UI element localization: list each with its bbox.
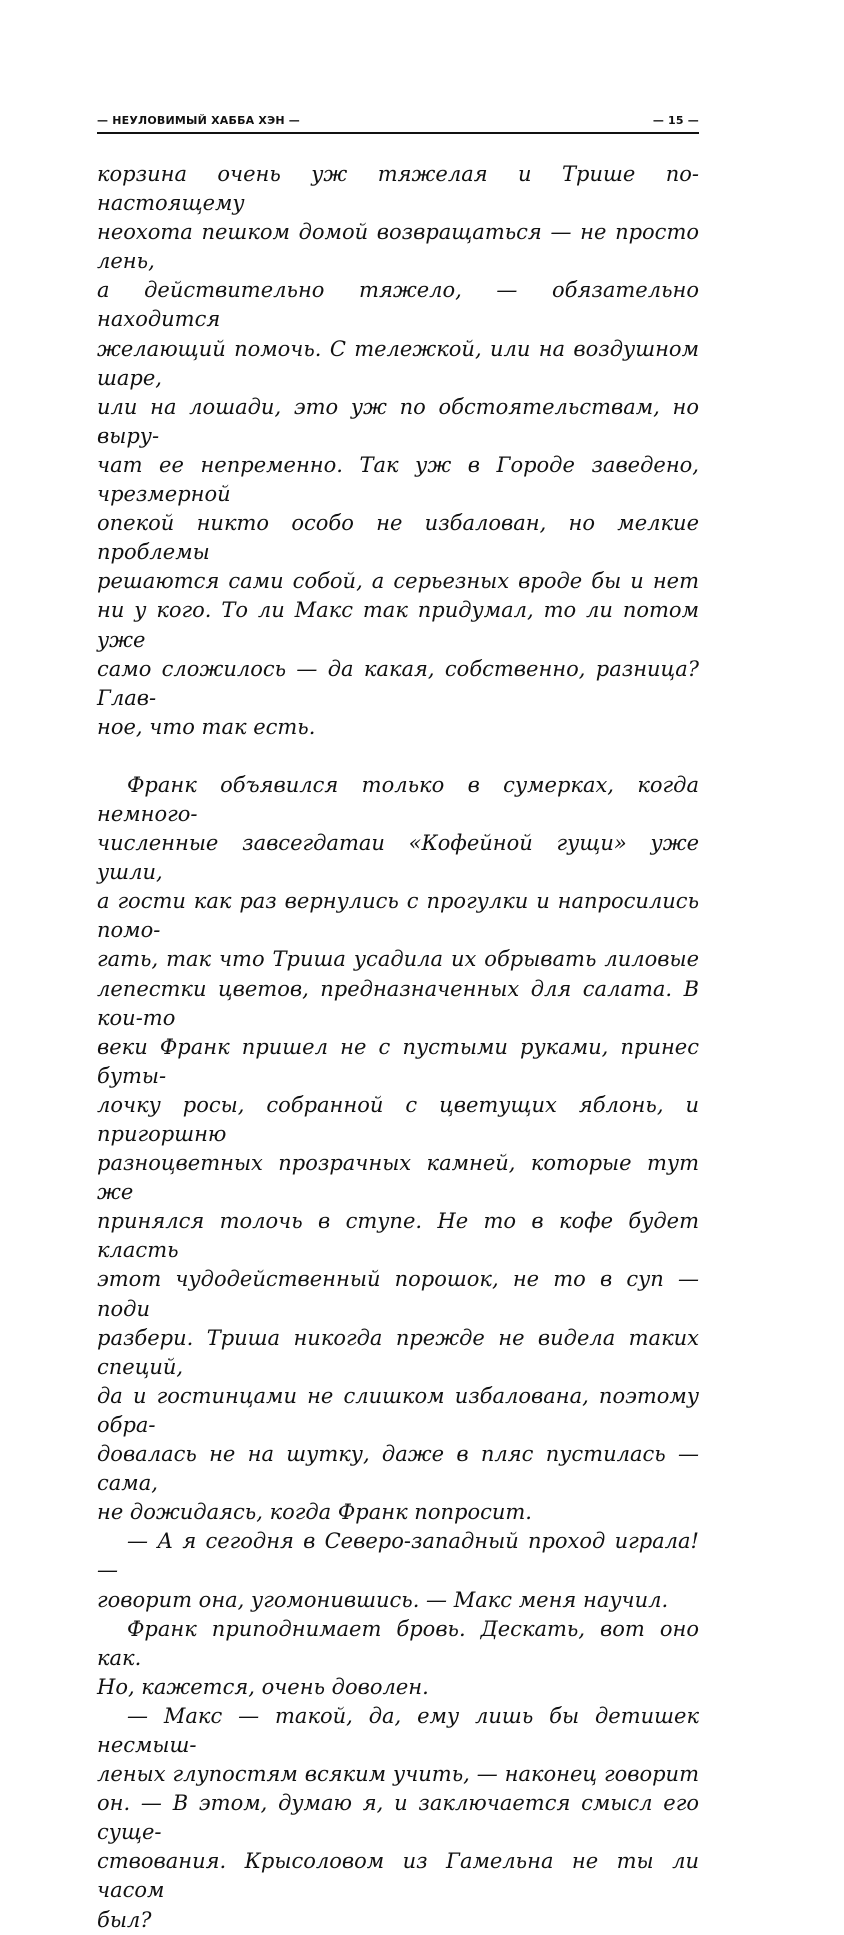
text-line: лепестки цветов, предназначенных для салата. В кои-то xyxy=(97,976,699,1030)
running-title: — НЕУЛОВИМЫЙ ХАББА ХЭН — xyxy=(97,114,300,127)
text-line: корзина очень уж тяжелая и Трише по-настоящему xyxy=(97,162,699,216)
text-line: Но, кажется, очень доволен. xyxy=(97,1674,429,1699)
text-line: — А я сегодня в Северо-западный проход играла! — xyxy=(97,1529,699,1583)
text-line: лочку росы, собранной с цветущих яблонь, и пригоршню xyxy=(97,1092,699,1146)
text-line: этот чудодейственный порошок, не то в суп — поди xyxy=(97,1267,699,1321)
text-line: ствования. Крысоловом из Гамельна не ты ли часом xyxy=(97,1849,699,1903)
text-line: принялся толочь в ступе. Не то в кофе будет класть xyxy=(97,1209,699,1263)
text-line: разноцветных прозрачных камней, которые тут же xyxy=(97,1151,699,1205)
text-line: — Макс — такой, да, ему лишь бы детишек несмыш- xyxy=(97,1703,699,1757)
text-line: а действительно тяжело, — обязательно находится xyxy=(97,278,699,332)
page-body xyxy=(97,160,699,1935)
text-line: само сложилось — да какая, собственно, разница? Глав- xyxy=(97,656,699,710)
text-line: численные завсегдатаи «Кофейной гущи» уже ушли, xyxy=(97,831,699,885)
text-line: или на лошади, это уж по обстоятельствам, но выру- xyxy=(97,394,699,448)
text-line: да и гостинцами не слишком избалована, поэтому обра- xyxy=(97,1383,699,1437)
text-line: опекой никто особо не избалован, но мелкие проблемы xyxy=(97,511,699,565)
text-line: разбери. Триша никогда прежде не видела таких специй, xyxy=(97,1325,699,1379)
text-line: ни у кого. То ли Макс так придумал, то ли потом уже xyxy=(97,598,699,652)
text-line: веки Франк пришел не с пустыми руками, принес буты- xyxy=(97,1034,699,1088)
text-line: он. — В этом, думаю я, и заключается смысл его суще- xyxy=(97,1791,699,1845)
text-line: гать, так что Триша усадила их обрывать лиловые xyxy=(97,947,699,972)
text-line: желающий помочь. С тележкой, или на воздушном шаре, xyxy=(97,336,699,390)
text-line: неохота пешком домой возвращаться — не просто лень, xyxy=(97,220,699,274)
text-line: был? xyxy=(97,1907,152,1932)
text-line: не дожидаясь, когда Франк попросит. xyxy=(97,1500,532,1525)
page-number: — 15 — xyxy=(652,114,699,127)
text-line: чат ее непременно. Так уж в Городе заведено, чрезмерной xyxy=(97,452,699,507)
text-line: леных глупостям всяким учить, — наконец говорит xyxy=(97,1762,699,1787)
text-line: Франк приподнимает бровь. Дескать, вот оно как. xyxy=(97,1616,699,1670)
text-line: говорит она, угомонившись. — Макс меня научил. xyxy=(97,1587,669,1612)
header-rule xyxy=(97,132,699,134)
text-line: а гости как раз вернулись с прогулки и напросились помо- xyxy=(97,889,699,943)
text-line: решаются сами собой, а серьезных вроде бы и нет xyxy=(97,569,699,594)
text-line: Франк объявился только в сумерках, когда немного- xyxy=(97,772,699,826)
running-header xyxy=(97,110,699,132)
text-line: довалась не на шутку, даже в пляс пустилась — сама, xyxy=(97,1442,699,1496)
text-line: ное, что так есть. xyxy=(97,714,316,739)
